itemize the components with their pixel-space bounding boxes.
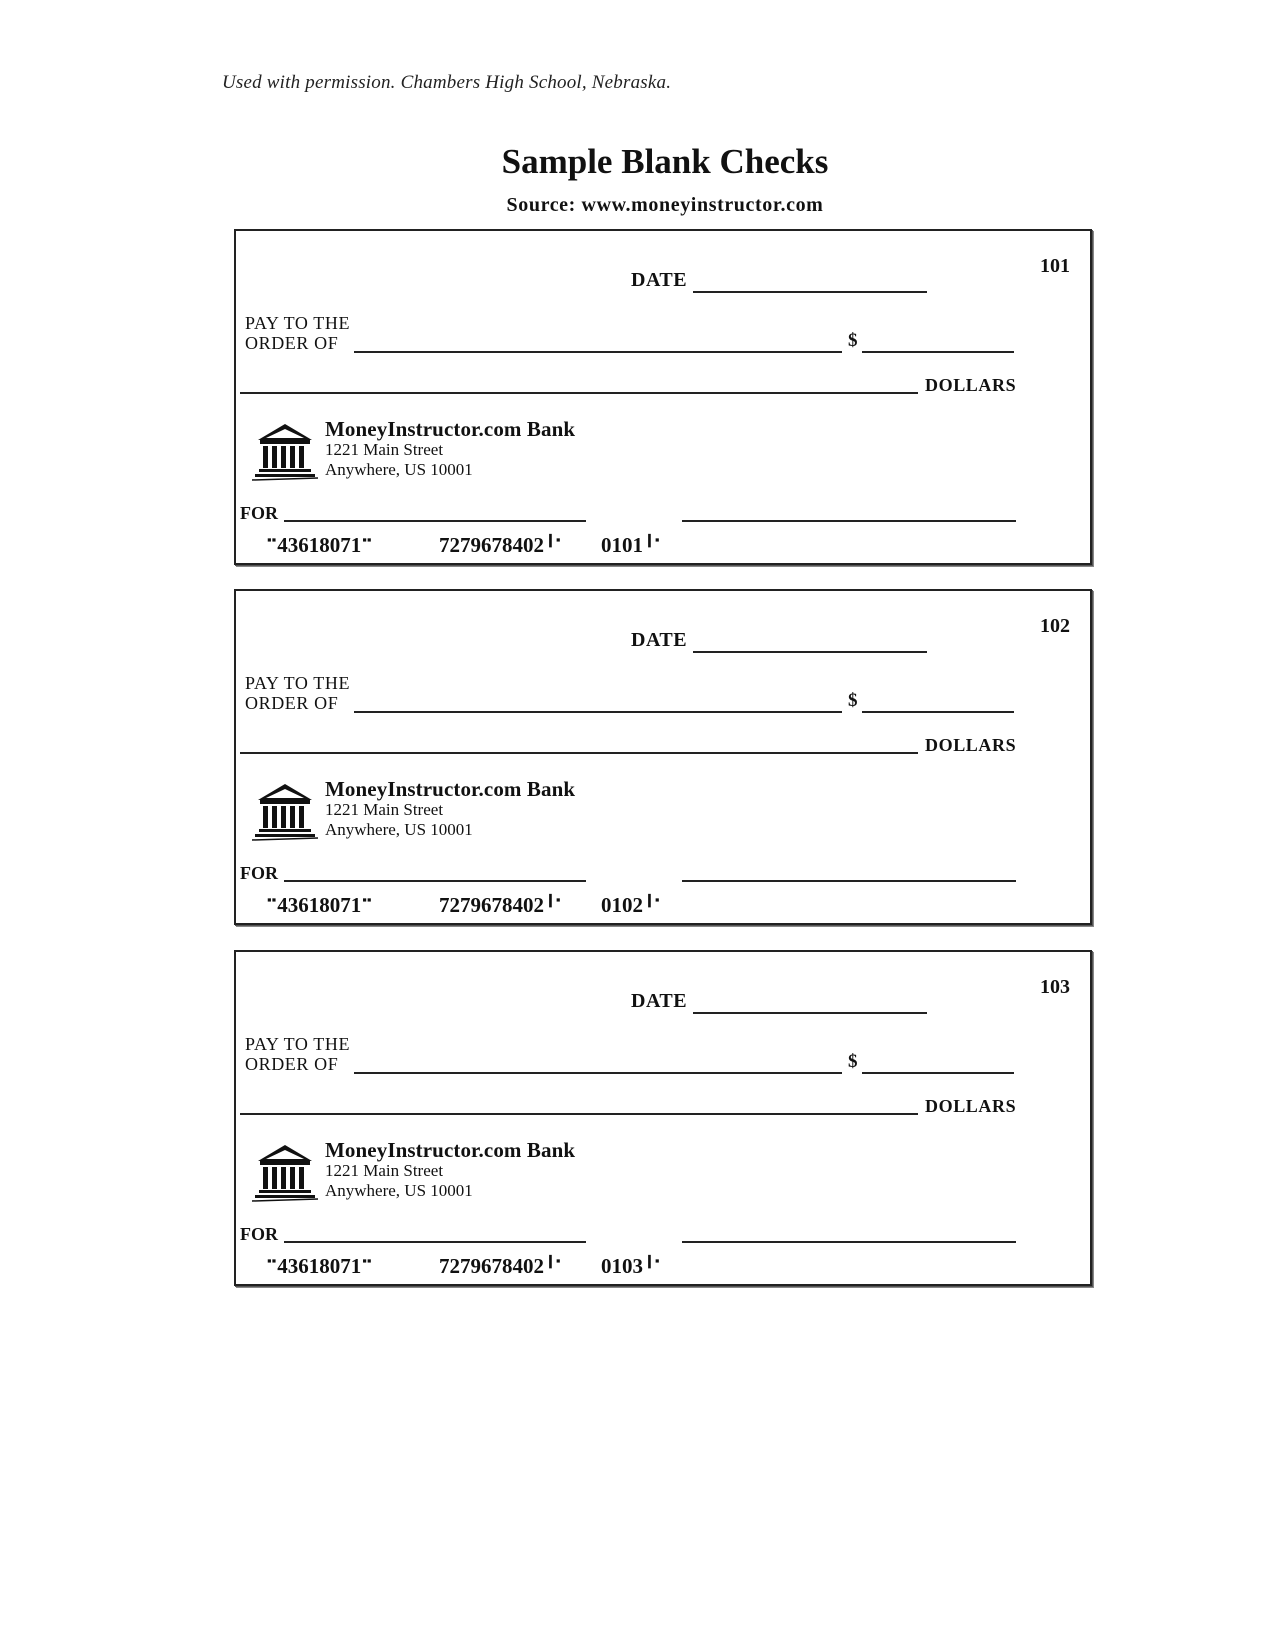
amount-line[interactable] xyxy=(862,351,1014,353)
micr-transit-icon: ▪▪ xyxy=(267,892,277,907)
bank-city: Anywhere, US 10001 xyxy=(325,1181,473,1200)
date-line[interactable] xyxy=(693,291,927,293)
memo-line[interactable] xyxy=(284,1241,586,1243)
micr-transit-icon: ▪▪ xyxy=(362,892,372,907)
micr-on-us-icon: ❙▪ xyxy=(644,1253,660,1268)
micr-on-us-icon: ❙▪ xyxy=(545,1253,561,1268)
bank-building-icon xyxy=(252,781,318,843)
micr-on-us-icon: ❙▪ xyxy=(644,892,660,907)
check-103 xyxy=(234,950,1092,1286)
routing-number-value: 43618071 xyxy=(277,533,362,557)
pay-to-label xyxy=(245,1034,350,1074)
check-code xyxy=(601,532,661,558)
check-code-value: 0101 xyxy=(601,533,643,557)
dollar-sign: $ xyxy=(848,330,858,351)
pay-to-label-line2: ORDER OF xyxy=(245,1054,339,1074)
memo-line[interactable] xyxy=(284,520,586,522)
pay-to-label-line1: PAY TO THE xyxy=(245,313,351,333)
page-source: Source: www.moneyinstructor.com xyxy=(506,194,824,216)
check-number: 101 xyxy=(1040,255,1070,277)
date-line[interactable] xyxy=(693,1012,927,1014)
check-101 xyxy=(234,229,1092,565)
for-label: FOR xyxy=(240,863,278,883)
micr-on-us-icon: ❙▪ xyxy=(545,892,561,907)
bank-building-icon xyxy=(252,421,318,483)
routing-number-value: 43618071 xyxy=(277,893,362,917)
pay-to-label xyxy=(245,673,350,713)
dollars-label: DOLLARS xyxy=(925,375,1017,395)
micr-on-us-icon: ❙▪ xyxy=(644,532,660,547)
micr-on-us-icon: ❙▪ xyxy=(545,532,561,547)
dollars-label: DOLLARS xyxy=(925,1096,1017,1116)
payee-line[interactable] xyxy=(354,711,842,713)
account-number-value: 7279678402 xyxy=(439,533,544,557)
pay-to-label-line1: PAY TO THE xyxy=(245,673,351,693)
check-102 xyxy=(234,589,1092,925)
for-label: FOR xyxy=(240,1224,278,1244)
bank-city: Anywhere, US 10001 xyxy=(325,820,473,839)
bank-street: 1221 Main Street xyxy=(325,440,444,459)
amount-in-words-line[interactable] xyxy=(240,1113,918,1115)
pay-to-label-line2: ORDER OF xyxy=(245,333,339,353)
check-number: 102 xyxy=(1040,615,1070,637)
memo-line[interactable] xyxy=(284,880,586,882)
dollar-sign: $ xyxy=(848,690,858,711)
bank-name: MoneyInstructor.com Bank xyxy=(325,1138,576,1162)
amount-line[interactable] xyxy=(862,1072,1014,1074)
account-number xyxy=(439,532,562,558)
dollars-label: DOLLARS xyxy=(925,735,1017,755)
bank-street: 1221 Main Street xyxy=(325,800,444,819)
check-code-value: 0102 xyxy=(601,893,643,917)
signature-line[interactable] xyxy=(682,880,1016,882)
check-code xyxy=(601,1253,661,1279)
for-label: FOR xyxy=(240,503,278,523)
date-label: DATE xyxy=(631,269,688,291)
payee-line[interactable] xyxy=(354,1072,842,1074)
date-label: DATE xyxy=(631,990,688,1012)
check-code xyxy=(601,892,661,918)
pay-to-label-line2: ORDER OF xyxy=(245,693,339,713)
pay-to-label xyxy=(245,313,350,353)
bank-name: MoneyInstructor.com Bank xyxy=(325,777,576,801)
micr-transit-icon: ▪▪ xyxy=(267,1253,277,1268)
account-number xyxy=(439,1253,562,1279)
amount-in-words-line[interactable] xyxy=(240,752,918,754)
micr-transit-icon: ▪▪ xyxy=(362,1253,372,1268)
account-number-value: 7279678402 xyxy=(439,1254,544,1278)
bank-city: Anywhere, US 10001 xyxy=(325,460,473,479)
signature-line[interactable] xyxy=(682,520,1016,522)
check-number: 103 xyxy=(1040,976,1070,998)
routing-number xyxy=(266,1253,372,1279)
signature-line[interactable] xyxy=(682,1241,1016,1243)
micr-transit-icon: ▪▪ xyxy=(362,532,372,547)
permission-note: Used with permission. Chambers High School, Nebraska. xyxy=(222,72,672,93)
routing-number xyxy=(266,892,372,918)
account-number-value: 7279678402 xyxy=(439,893,544,917)
amount-line[interactable] xyxy=(862,711,1014,713)
amount-in-words-line[interactable] xyxy=(240,392,918,394)
page-title: Sample Blank Checks xyxy=(501,142,829,181)
routing-number-value: 43618071 xyxy=(277,1254,362,1278)
check-code-value: 0103 xyxy=(601,1254,643,1278)
account-number xyxy=(439,892,562,918)
date-line[interactable] xyxy=(693,651,927,653)
pay-to-label-line1: PAY TO THE xyxy=(245,1034,351,1054)
bank-street: 1221 Main Street xyxy=(325,1161,444,1180)
bank-name: MoneyInstructor.com Bank xyxy=(325,417,576,441)
date-label: DATE xyxy=(631,629,688,651)
payee-line[interactable] xyxy=(354,351,842,353)
bank-building-icon xyxy=(252,1142,318,1204)
routing-number xyxy=(266,532,372,558)
dollar-sign: $ xyxy=(848,1051,858,1072)
micr-transit-icon: ▪▪ xyxy=(267,532,277,547)
